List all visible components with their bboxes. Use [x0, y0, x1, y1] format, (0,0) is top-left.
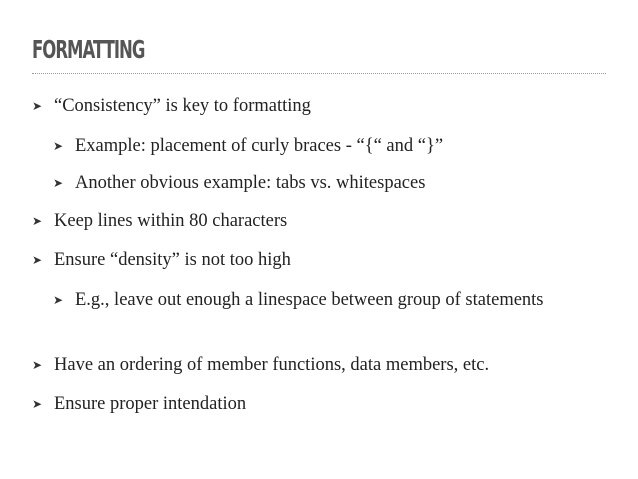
arrow-bullet-icon: ➤ [32, 397, 43, 411]
arrow-bullet-icon: ➤ [53, 293, 64, 307]
arrow-bullet-icon: ➤ [32, 99, 43, 113]
bullet-text: E.g., leave out enough a linespace between group of statements [75, 290, 544, 310]
bullet-text: Example: placement of curly braces - “{“ and “}” [75, 136, 444, 156]
arrow-bullet-icon: ➤ [53, 139, 64, 153]
slide-title: FORMATTING [32, 35, 145, 64]
bullet-text: Have an ordering of member functions, data members, etc. [54, 355, 490, 375]
bullet-text: Ensure “density” is not too high [54, 250, 291, 270]
arrow-bullet-icon: ➤ [32, 253, 43, 267]
bullet-text: Another obvious example: tabs vs. whitespaces [75, 173, 426, 193]
arrow-bullet-icon: ➤ [32, 358, 43, 372]
bullet-text: Ensure proper intendation [54, 394, 247, 414]
arrow-bullet-icon: ➤ [53, 176, 64, 190]
bullet-text: Keep lines within 80 characters [54, 211, 288, 231]
bullet-text: “Consistency” is key to formatting [54, 96, 311, 116]
title-divider [32, 73, 606, 74]
arrow-bullet-icon: ➤ [32, 214, 43, 228]
